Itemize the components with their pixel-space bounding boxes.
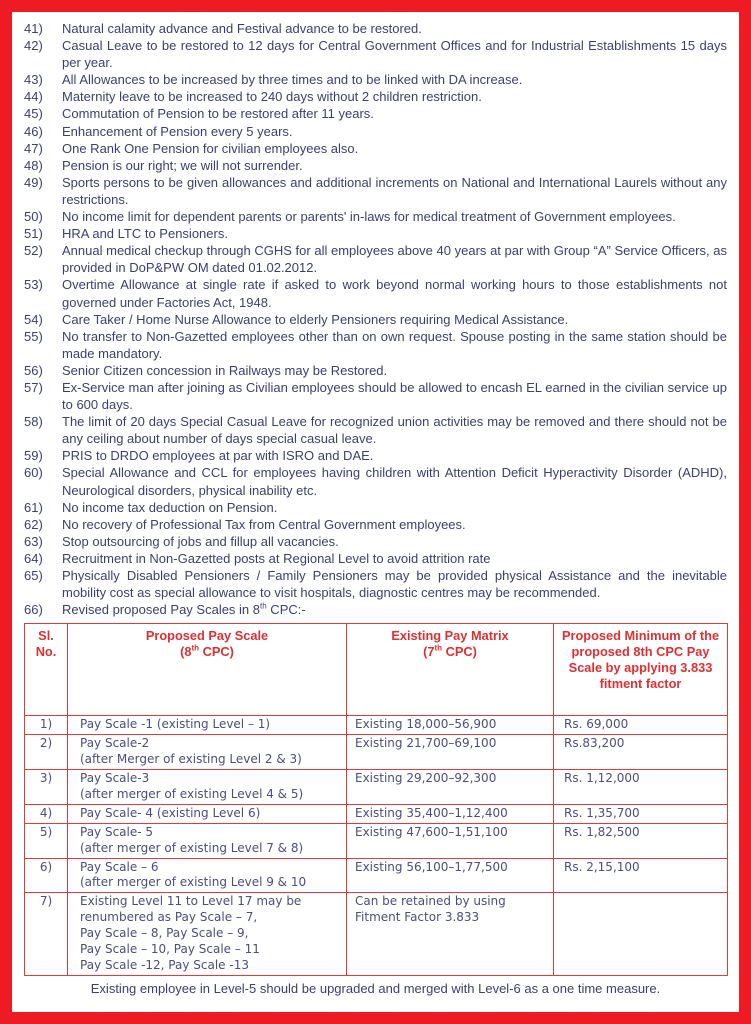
list-item-number: 51) — [24, 226, 43, 242]
list-item-number: 61) — [24, 499, 43, 515]
cell-proposed-minimum: Rs.83,200 — [554, 735, 728, 770]
table-row — [25, 804, 728, 823]
header-proposed-minimum: Proposed Minimum of the proposed 8th CPC Pay Scale by applying 3.833 fitment factor — [554, 624, 728, 716]
list-item-text: Stop outsourcing of jobs and fillup all vacancies. — [62, 533, 339, 549]
list-item-number: 42) — [24, 38, 43, 54]
table-row — [25, 893, 728, 976]
list-item-text: Care Taker / Home Nurse Allowance to elderly Pensioners requiring Medical Assistance. — [62, 311, 569, 327]
list-item — [24, 516, 727, 533]
list-item-number: 60) — [24, 465, 43, 481]
existing-line: Existing 29,200–92,300 — [355, 771, 497, 785]
list-item-text: Maternity leave to be increased to 240 days without 2 children restriction. — [62, 89, 482, 105]
scale-line: Pay Scale – 6 — [80, 859, 159, 874]
list-item — [24, 464, 727, 498]
list-item-text: Annual medical checkup through CGHS for all employees above 40 years at par with Group “A” Service Officers, as provided in DoP&PW OM dated 01.02.2012. — [62, 243, 727, 276]
list-item-text: All Allowances to be increased by three times and to be linked with DA increase. — [62, 72, 523, 88]
list-item-number: 56) — [24, 362, 43, 378]
scale-line: renumbered as Pay Scale – 7, — [80, 910, 258, 925]
list-item — [24, 601, 727, 618]
list-item-number: 47) — [24, 140, 43, 156]
header-existing-post: CPC) — [442, 644, 477, 660]
cell-proposed-scale — [68, 804, 347, 823]
cell-existing-matrix — [347, 804, 554, 823]
list-item — [24, 379, 727, 413]
list-item — [24, 157, 727, 174]
list-item-number: 52) — [24, 243, 43, 259]
cell-sl-no: 2) — [25, 735, 68, 770]
list-item — [24, 71, 727, 88]
list-item-text: No income tax deduction on Pension. — [62, 499, 278, 515]
list-item — [24, 140, 727, 157]
cell-existing-matrix — [347, 858, 554, 893]
list-item-text: No recovery of Professional Tax from Central Government employees. — [62, 516, 466, 532]
list-item-number: 55) — [24, 328, 43, 344]
list-item — [24, 550, 727, 567]
existing-line: Can be retained by using — [355, 894, 506, 909]
scale-line: Pay Scale – 8, Pay Scale – 9, — [80, 926, 249, 941]
scale-line: Pay Scale- 5 — [80, 824, 154, 839]
header-sl-line2: No. — [35, 644, 57, 660]
list-item — [24, 362, 727, 379]
list-item-text: The limit of 20 days Special Casual Leave for recognized union activities may be removed and there should not be any ceiling about number of days special casual leave. — [62, 414, 727, 447]
cell-existing-matrix — [347, 735, 554, 770]
header-proposed-pay-scale — [68, 624, 347, 716]
header-existing-line1: Existing Pay Matrix — [391, 628, 509, 644]
list-item — [24, 174, 727, 208]
cell-sl-no: 4) — [25, 804, 68, 823]
list-item-number: 49) — [24, 174, 43, 190]
list-item-text: No transfer to Non-Gazetted employees other than on own request. Spouse posting in the same station should be made mandatory. — [62, 328, 727, 361]
cell-proposed-scale — [68, 770, 347, 805]
pay-scale-table-header — [25, 624, 728, 716]
existing-line: Fitment Factor 3.833 — [355, 910, 480, 925]
pay-scale-table — [24, 623, 728, 976]
list-item — [24, 311, 727, 328]
cell-proposed-scale — [68, 735, 347, 770]
list-item — [24, 567, 727, 601]
list-item-text: Recruitment in Non-Gazetted posts at Regional Level to avoid attrition rate — [62, 550, 491, 566]
cell-sl-no: 1) — [25, 716, 68, 735]
existing-line: Existing 18,000–56,900 — [355, 717, 497, 732]
existing-line: Existing 47,600–1,51,100 — [355, 824, 508, 839]
cell-proposed-scale — [68, 893, 347, 976]
list-item-text: Physically Disabled Pensioners / Family Pensioners may be provided physical Assistance and the inevitable mobility cost as special allowance to visit hospitals, diagnostic centres may be recommended. — [62, 568, 727, 601]
list-item-text: Overtime Allowance at single rate if asked to work beyond normal working hours to those establishments not governed under Factories Act, 1948. — [62, 277, 727, 310]
header-existing-pay-matrix — [347, 624, 554, 716]
cell-existing-matrix — [347, 823, 554, 858]
pay-scale-table-body — [25, 716, 728, 976]
list-item — [24, 105, 727, 122]
list-item-number: 57) — [24, 379, 43, 395]
list-item-text: Sports persons to be given allowances and additional increments on National and International Laurels without any restrictions. — [62, 174, 727, 207]
cell-proposed-scale — [68, 716, 347, 735]
list-item-number: 48) — [24, 157, 43, 173]
cell-proposed-scale — [68, 823, 347, 858]
list-item — [24, 88, 727, 105]
list-item-text: Senior Citizen concession in Railways may be Restored. — [62, 362, 388, 378]
table-row — [25, 770, 728, 805]
cell-proposed-minimum: Rs. 69,000 — [554, 716, 728, 735]
scale-line: (after merger of existing Level 9 & 10 — [80, 875, 307, 890]
cell-existing-matrix — [347, 893, 554, 976]
list-item — [24, 37, 727, 71]
header-proposed-line1: Proposed Pay Scale — [145, 628, 269, 644]
table-row — [25, 858, 728, 893]
list-item — [24, 20, 727, 37]
list-item-number: 62) — [24, 516, 43, 532]
list-item-text: Enhancement of Pension every 5 years. — [62, 123, 293, 139]
existing-line: Existing 21,700–69,100 — [355, 736, 497, 751]
header-existing-superscript: th — [434, 644, 443, 654]
header-row — [25, 624, 728, 716]
cell-proposed-minimum: Rs. 2,15,100 — [554, 858, 728, 893]
list-item-number: 63) — [24, 533, 43, 549]
list-item — [24, 447, 727, 464]
list-item-number: 50) — [24, 209, 43, 225]
cell-existing-matrix — [347, 770, 554, 805]
list-item — [24, 242, 727, 276]
list-item-number: 65) — [24, 568, 43, 583]
header-proposed-superscript: th — [191, 644, 200, 654]
list-item-number: 64) — [24, 550, 43, 566]
list-item — [24, 413, 727, 447]
header-proposed-pre: (8 — [180, 644, 192, 660]
list-item-text: Pension is our right; we will not surrender. — [62, 157, 303, 173]
scale-line: (after Merger of existing Level 2 & 3) — [80, 752, 302, 767]
cell-sl-no: 3) — [25, 770, 68, 805]
header-sl-line1: Sl. — [38, 628, 54, 644]
list-item-text: Special Allowance and CCL for employees having children with Attention Deficit Hyperactivity Disorder (ADHD), Neurological disorders, physical inability etc. — [62, 465, 727, 498]
list-item-text: Ex-Service man after joining as Civilian employees should be allowed to encash EL earned in the civilian service up to 600 days. — [62, 379, 727, 413]
header-sl-no — [25, 624, 68, 716]
header-existing-pre: (7 — [423, 644, 435, 660]
cell-sl-no: 6) — [25, 858, 68, 893]
list-item — [24, 276, 727, 310]
list-item-text: Commutation of Pension to be restored after 11 years. — [62, 106, 374, 122]
list-item-text: No income limit for dependent parents or parents' in-laws for medical treatment of Government employees. — [62, 209, 676, 225]
list-item-text — [62, 601, 727, 618]
superscript: th — [260, 601, 267, 611]
list-item-text: Casual Leave to be restored to 12 days for Central Government Offices and for Industrial Establishments 15 days per year. — [62, 38, 727, 71]
list-item-number: 44) — [24, 89, 43, 105]
demand-list — [24, 20, 727, 618]
table-row — [25, 735, 728, 770]
scale-line: Pay Scale -1 (existing Level – 1) — [80, 717, 271, 732]
table-row — [25, 716, 728, 735]
scale-line: Pay Scale-3 — [80, 771, 150, 785]
scale-line: Pay Scale-2 — [80, 736, 150, 751]
header-proposed-line2 — [71, 644, 343, 660]
cell-existing-matrix — [347, 716, 554, 735]
list-item-text: HRA and LTC to Pensioners. — [62, 226, 228, 242]
list-item — [24, 208, 727, 225]
list-item — [24, 499, 727, 516]
scale-line: Existing Level 11 to Level 17 may be — [80, 894, 302, 909]
list-item-number: 58) — [24, 414, 43, 430]
list-item-text: PRIS to DRDO employees at par with ISRO and DAE. — [62, 448, 374, 464]
cell-sl-no: 5) — [25, 823, 68, 858]
document-content — [12, 12, 739, 997]
text-part: Revised proposed Pay Scales in 8 — [62, 602, 261, 618]
cell-proposed-minimum — [554, 893, 728, 976]
list-item-number: 46) — [24, 123, 43, 139]
cell-proposed-minimum: Rs. 1,35,700 — [554, 804, 728, 823]
list-item-number: 41) — [24, 21, 43, 36]
list-item-text: Natural calamity advance and Festival advance to be restored. — [62, 21, 422, 36]
cell-proposed-minimum: Rs. 1,82,500 — [554, 823, 728, 858]
scale-line: Pay Scale -12, Pay Scale -13 — [80, 957, 249, 972]
list-item-number: 43) — [24, 72, 43, 88]
header-proposed-post: CPC) — [199, 644, 234, 660]
list-item-number: 54) — [24, 311, 43, 327]
text-part: CPC:- — [266, 602, 306, 618]
list-item — [24, 123, 727, 140]
scale-line: (after merger of existing Level 7 & 8) — [80, 840, 304, 855]
list-item-number: 59) — [24, 448, 43, 464]
header-existing-line2 — [350, 644, 550, 660]
cell-proposed-minimum: Rs. 1,12,000 — [554, 770, 728, 805]
existing-line: Existing 56,100–1,77,500 — [355, 859, 508, 874]
footer-note: Existing employee in Level-5 should be upgraded and merged with Level-6 as a one time measure. — [90, 980, 661, 996]
scale-line: (after merger of existing Level 4 & 5) — [80, 786, 304, 801]
list-item-number: 66) — [24, 602, 43, 618]
list-item — [24, 225, 727, 242]
table-row — [25, 823, 728, 858]
cell-proposed-scale — [68, 858, 347, 893]
list-item — [24, 328, 727, 362]
existing-line: Existing 35,400–1,12,400 — [355, 805, 508, 820]
list-item-text: One Rank One Pension for civilian employees also. — [62, 140, 359, 156]
list-item — [24, 533, 727, 550]
list-item-number: 53) — [24, 277, 43, 293]
scale-line: Pay Scale – 10, Pay Scale – 11 — [80, 942, 260, 957]
list-item-number: 45) — [24, 106, 43, 122]
cell-sl-no: 7) — [25, 893, 68, 976]
scale-line: Pay Scale- 4 (existing Level 6) — [80, 805, 261, 820]
